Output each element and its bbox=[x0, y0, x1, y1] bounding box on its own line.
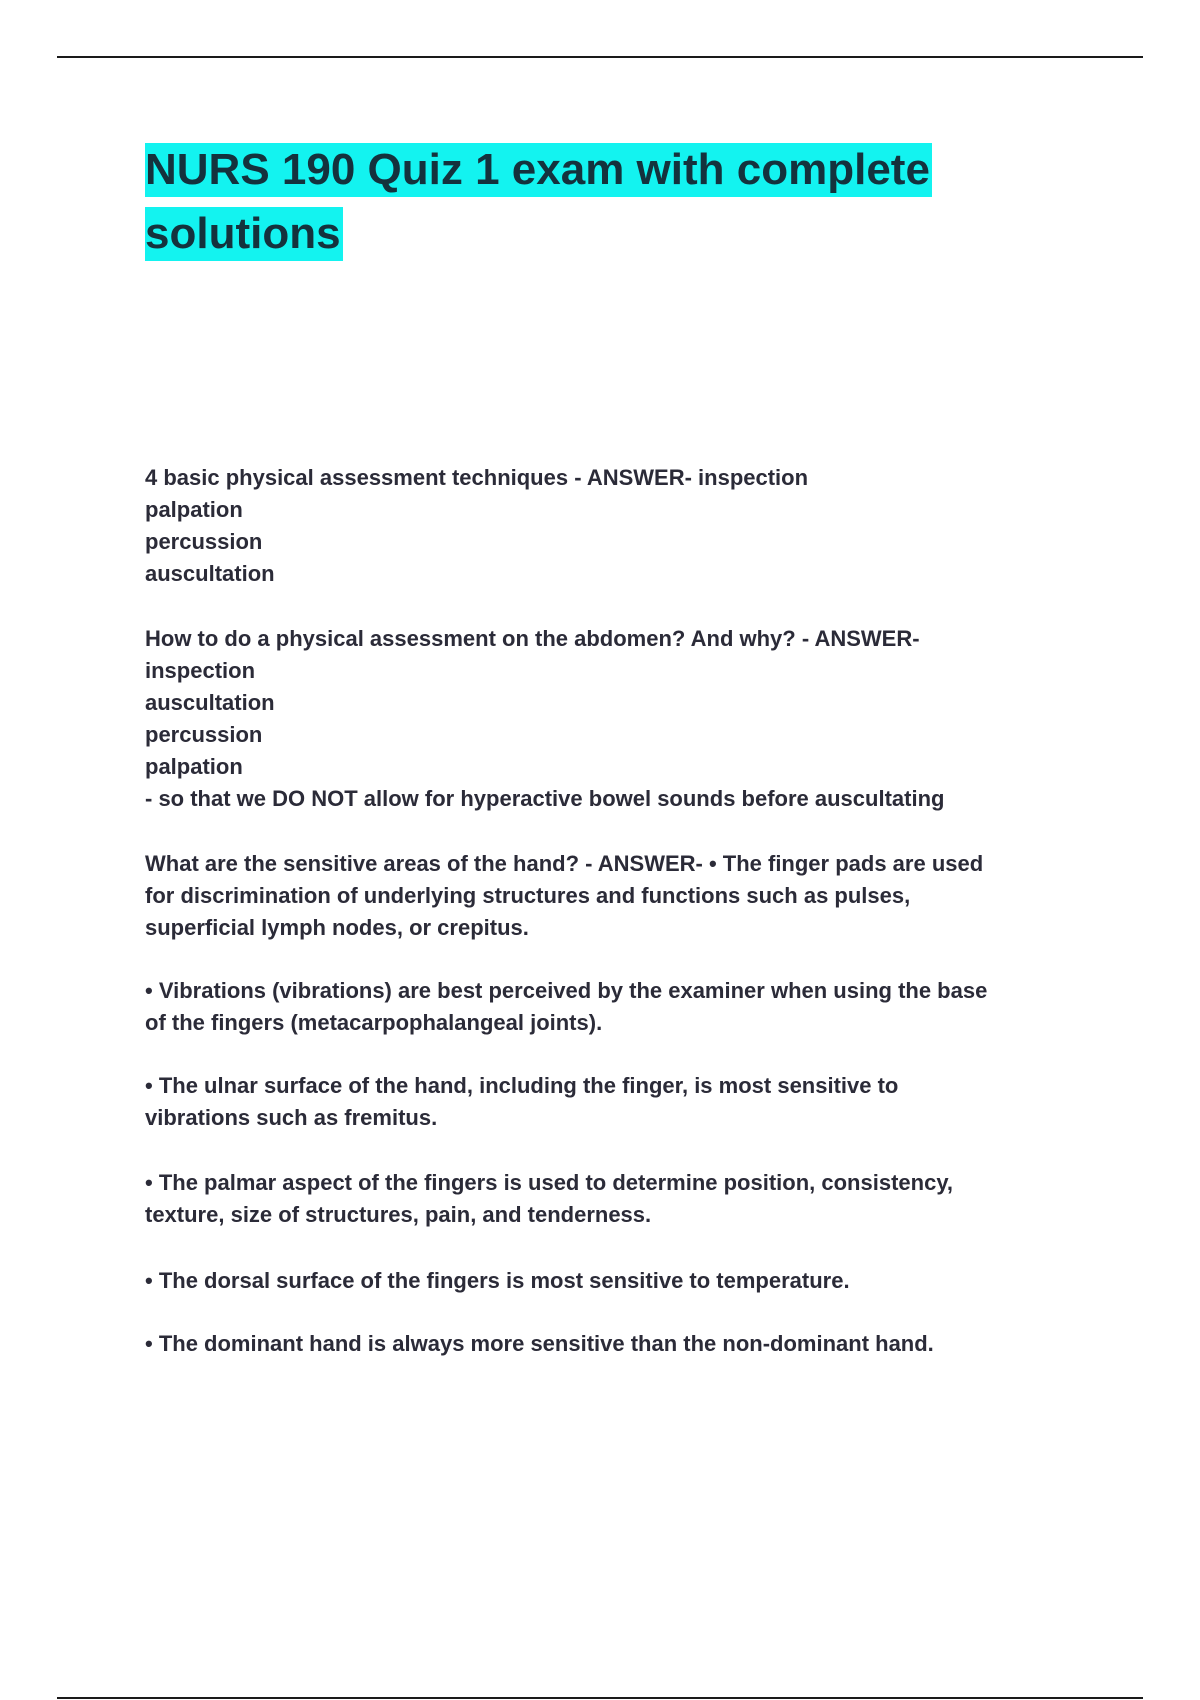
top-rule bbox=[57, 56, 1143, 58]
text-line: • The ulnar surface of the hand, including the finger, is most sensitive to bbox=[145, 1073, 899, 1098]
text-line: What are the sensitive areas of the hand? - ANSWER- • The finger pads are used bbox=[145, 851, 984, 876]
document-title bbox=[145, 138, 1045, 266]
bullet-ulnar bbox=[145, 1070, 1085, 1134]
text-line: • The palmar aspect of the fingers is used to determine position, consistency, bbox=[145, 1170, 954, 1195]
title-highlight: NURS 190 Quiz 1 exam with complete solutions bbox=[145, 143, 932, 261]
text-line: - so that we DO NOT allow for hyperactive bowel sounds before auscultating bbox=[145, 786, 945, 811]
text-line: inspection bbox=[145, 658, 256, 683]
text-line: texture, size of structures, pain, and tenderness. bbox=[145, 1202, 652, 1227]
text-line: for discrimination of underlying structures and functions such as pulses, bbox=[145, 883, 911, 908]
text-line: How to do a physical assessment on the abdomen? And why? - ANSWER- bbox=[145, 626, 920, 651]
text-line: of the fingers (metacarpophalangeal joints). bbox=[145, 1010, 603, 1035]
text-line: superficial lymph nodes, or crepitus. bbox=[145, 915, 529, 940]
text-line: palpation bbox=[145, 754, 243, 779]
bottom-rule bbox=[57, 1697, 1143, 1699]
bullet-dorsal bbox=[145, 1265, 1085, 1297]
qa-block-techniques bbox=[145, 462, 1085, 590]
bullet-palmar bbox=[145, 1167, 1085, 1231]
text-line: auscultation bbox=[145, 690, 275, 715]
text-line: 4 basic physical assessment techniques - ANSWER- inspection bbox=[145, 465, 809, 490]
qa-block-abdomen bbox=[145, 623, 1085, 815]
bullet-vibrations bbox=[145, 975, 1085, 1039]
text-line: • The dominant hand is always more sensitive than the non-dominant hand. bbox=[145, 1331, 934, 1356]
text-line: percussion bbox=[145, 529, 263, 554]
text-line: • Vibrations (vibrations) are best perceived by the examiner when using the base bbox=[145, 978, 988, 1003]
text-line: • The dorsal surface of the fingers is most sensitive to temperature. bbox=[145, 1268, 850, 1293]
bullet-dominant bbox=[145, 1328, 1085, 1360]
text-line: palpation bbox=[145, 497, 243, 522]
text-line: vibrations such as fremitus. bbox=[145, 1105, 438, 1130]
text-line: percussion bbox=[145, 722, 263, 747]
qa-block-hand bbox=[145, 848, 1085, 944]
text-line: auscultation bbox=[145, 561, 275, 586]
